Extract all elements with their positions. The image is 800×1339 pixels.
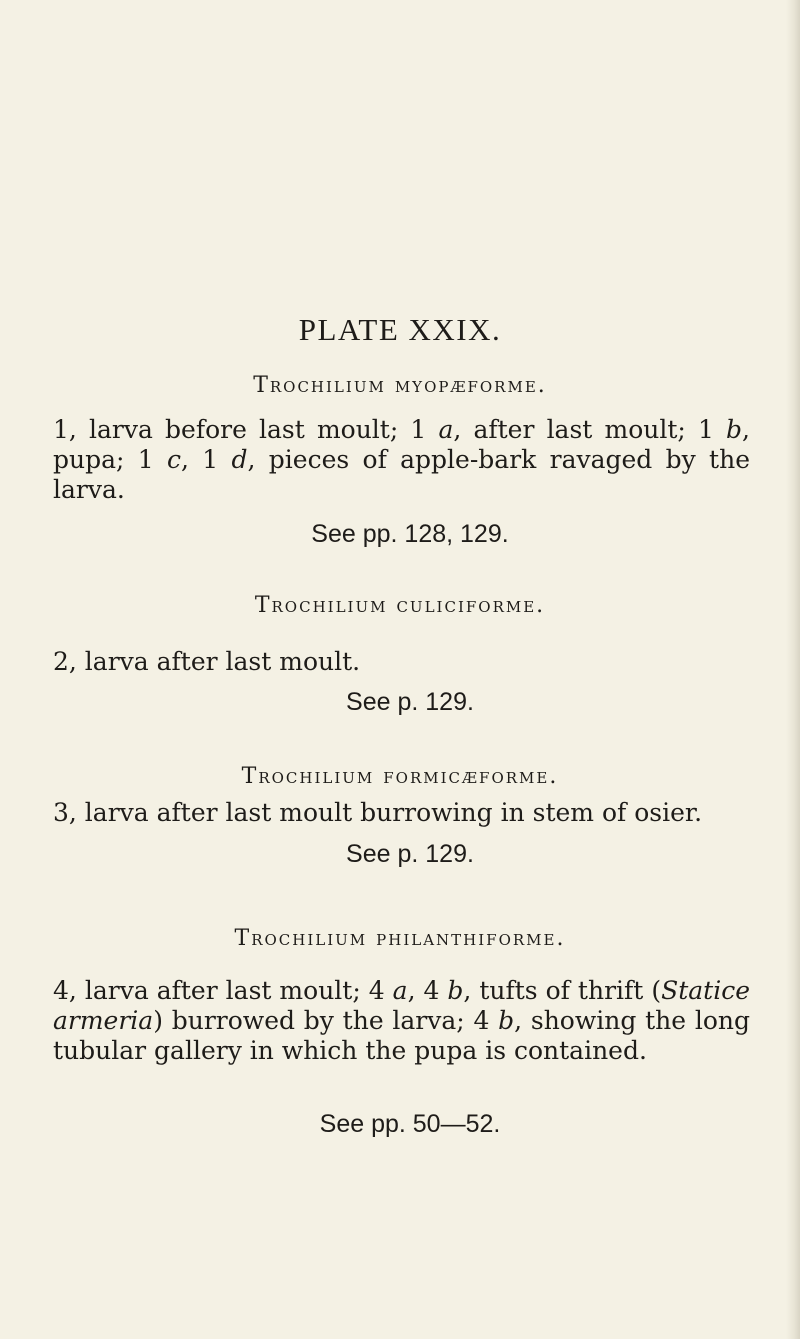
caption-philanthiforme bbox=[53, 976, 750, 1066]
figure-letter: d bbox=[231, 445, 248, 474]
page-reference-culiciforme: See p. 129. bbox=[346, 688, 474, 716]
plate-title: PLATE XXIX. bbox=[298, 312, 502, 347]
figure-letter: c bbox=[166, 445, 181, 474]
caption-text: 2, larva after last moult. bbox=[53, 647, 361, 676]
caption-formicaeforme bbox=[53, 798, 750, 828]
caption-text: , showing the long tubular gallery in which the pupa is contained. bbox=[53, 1006, 750, 1065]
species-heading-formicaeforme: Trochilium formicæforme. bbox=[241, 764, 559, 789]
species-heading-myopaeforme: Trochilium myopæforme. bbox=[253, 373, 547, 398]
page-reference-myopaeforme: See pp. 128, 129. bbox=[311, 520, 509, 548]
caption-text: ) burrowed by the larva; 4 bbox=[153, 1006, 499, 1035]
page-reference-formicaeforme: See p. 129. bbox=[346, 840, 474, 868]
caption-text: , tufts of thrift ( bbox=[463, 976, 662, 1005]
caption-culiciforme bbox=[53, 647, 750, 677]
figure-letter: a bbox=[392, 976, 408, 1005]
caption-myopaeforme bbox=[53, 415, 750, 505]
figure-letter: b bbox=[726, 415, 743, 444]
figure-letter: b bbox=[447, 976, 464, 1005]
species-name: Statice armeria bbox=[53, 976, 750, 1035]
species-heading-philanthiforme: Trochilium philanthiforme. bbox=[234, 926, 566, 951]
figure-letter: a bbox=[438, 415, 454, 444]
figure-letter: b bbox=[498, 1006, 515, 1035]
species-heading-culiciforme: Trochilium culiciforme. bbox=[254, 593, 546, 618]
caption-text: , after last moult; 1 bbox=[453, 415, 727, 444]
caption-text: , pupa; 1 bbox=[53, 415, 750, 474]
page-reference-philanthiforme: See pp. 50—52. bbox=[319, 1110, 501, 1138]
caption-text: 3, larva after last moult burrowing in stem of osier. bbox=[53, 798, 703, 827]
caption-text: 1, larva before last moult; 1 bbox=[53, 415, 439, 444]
caption-text: 4, larva after last moult; 4 bbox=[53, 976, 393, 1005]
caption-text: , 1 bbox=[181, 445, 232, 474]
caption-text: , pieces of apple-bark ravaged by the larva. bbox=[53, 445, 751, 504]
caption-text: , 4 bbox=[407, 976, 448, 1005]
